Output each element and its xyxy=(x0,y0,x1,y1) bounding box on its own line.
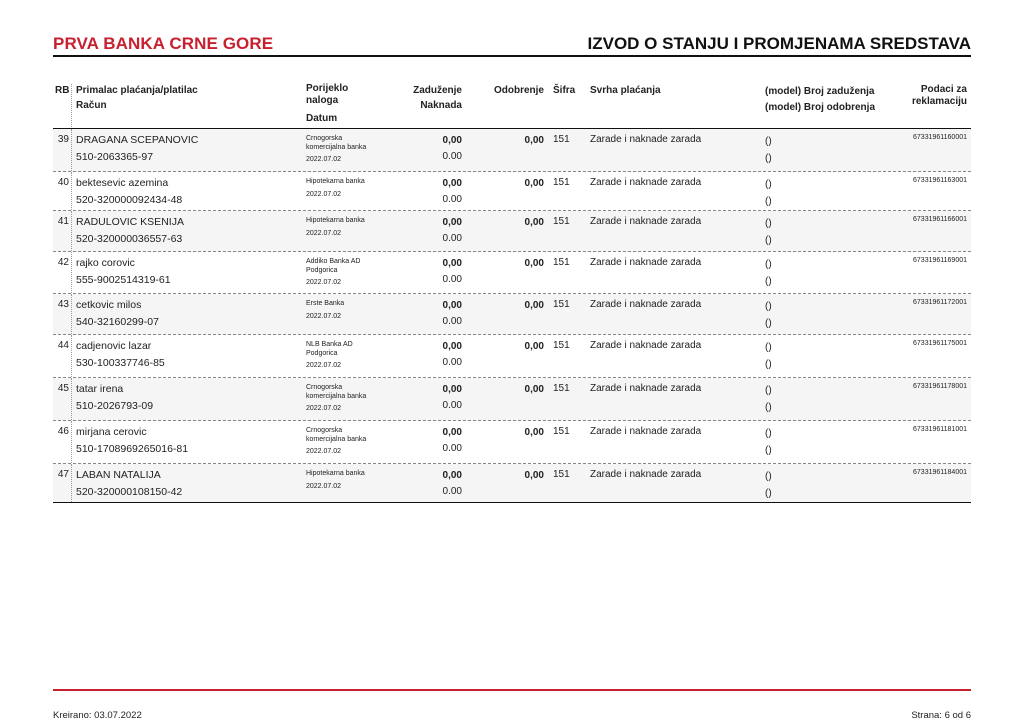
payee-name: cetkovic milos xyxy=(76,299,142,311)
debit-reference: () xyxy=(765,471,772,482)
debit-reference: () xyxy=(765,385,772,396)
row-number: 41 xyxy=(57,216,69,227)
fee-amount: 0.00 xyxy=(442,316,462,327)
col-racun: Račun xyxy=(76,100,107,111)
col-svrha: Svrha plaćanja xyxy=(590,85,661,96)
fee-amount: 0.00 xyxy=(442,443,462,454)
payment-purpose: Zarade i naknade zarada xyxy=(590,177,702,188)
column-divider xyxy=(71,84,72,129)
table-row xyxy=(53,378,971,421)
order-date: 2022.07.02 xyxy=(306,156,342,163)
complaint-reference: 67331961166001 xyxy=(913,216,967,223)
row-number: 47 xyxy=(57,469,69,480)
debit-amount: 0,00 xyxy=(442,384,462,395)
debit-amount: 0,00 xyxy=(442,341,462,352)
created-date: Kreirano: 03.07.2022 xyxy=(53,710,142,721)
fee-amount: 0.00 xyxy=(442,274,462,285)
payee-name: LABAN NATALIJA xyxy=(76,469,161,481)
payment-code: 151 xyxy=(553,340,570,351)
column-divider xyxy=(71,421,72,463)
payment-code: 151 xyxy=(553,134,570,145)
row-number: 45 xyxy=(57,383,69,394)
payment-purpose: Zarade i naknade zarada xyxy=(590,426,702,437)
account-number: 520-320000108150-42 xyxy=(76,486,183,498)
credit-reference: () xyxy=(765,445,772,456)
complaint-reference: 67331961160001 xyxy=(913,134,967,141)
row-number: 39 xyxy=(57,134,69,145)
order-date: 2022.07.02 xyxy=(306,191,342,198)
debit-reference: () xyxy=(765,218,772,229)
origin-bank xyxy=(306,383,396,401)
origin-bank xyxy=(306,257,396,275)
payment-code: 151 xyxy=(553,469,570,480)
credit-amount: 0,00 xyxy=(524,384,544,395)
table-row xyxy=(53,335,971,378)
complaint-reference: 67331961184001 xyxy=(913,469,967,476)
credit-reference: () xyxy=(765,318,772,329)
origin-bank xyxy=(306,469,396,478)
origin-bank-line: Erste Banka xyxy=(306,300,345,307)
payee-name: tatar irena xyxy=(76,383,124,395)
debit-amount: 0,00 xyxy=(442,135,462,146)
account-number: 520-320000036557-63 xyxy=(76,233,183,245)
page-number: Strana: 6 od 6 xyxy=(911,710,971,721)
fee-amount: 0.00 xyxy=(442,151,462,162)
debit-amount: 0,00 xyxy=(442,258,462,269)
origin-bank xyxy=(306,134,396,152)
payment-code: 151 xyxy=(553,216,570,227)
debit-reference: () xyxy=(765,428,772,439)
footer-rule xyxy=(53,689,971,691)
fee-amount: 0.00 xyxy=(442,357,462,368)
payment-purpose: Zarade i naknade zarada xyxy=(590,134,702,145)
account-number: 520-320000092434-48 xyxy=(76,194,183,206)
account-number: 510-1708969265016-81 xyxy=(76,443,189,455)
order-date: 2022.07.02 xyxy=(306,362,342,369)
statement-table xyxy=(53,82,971,503)
column-divider xyxy=(71,211,72,251)
payee-name: mirjana cerovic xyxy=(76,426,147,438)
origin-bank-line: komercijalna banka xyxy=(306,144,367,151)
payment-code: 151 xyxy=(553,299,570,310)
credit-reference: () xyxy=(765,153,772,164)
table-row xyxy=(53,252,971,294)
col-datum: Datum xyxy=(306,113,338,124)
order-date: 2022.07.02 xyxy=(306,405,342,412)
payment-code: 151 xyxy=(553,383,570,394)
column-divider xyxy=(71,294,72,334)
order-date: 2022.07.02 xyxy=(306,279,342,286)
credit-reference: () xyxy=(765,276,772,287)
fee-amount: 0.00 xyxy=(442,233,462,244)
debit-amount: 0,00 xyxy=(442,178,462,189)
payee-name: DRAGANA SCEPANOVIC xyxy=(76,134,199,146)
origin-bank xyxy=(306,340,396,358)
bank-name: PRVA BANKA CRNE GORE xyxy=(53,34,274,53)
origin-bank-line: Crnogorska xyxy=(306,427,343,434)
payment-purpose: Zarade i naknade zarada xyxy=(590,216,702,227)
col-model-odobrenja: (model) Broj odobrenja xyxy=(765,102,875,113)
debit-reference: () xyxy=(765,301,772,312)
column-divider xyxy=(71,464,72,502)
account-number: 510-2063365-97 xyxy=(76,151,154,163)
account-number: 510-2026793-09 xyxy=(76,400,154,412)
debit-reference: () xyxy=(765,259,772,270)
col-naknada: Naknada xyxy=(420,100,462,111)
table-row xyxy=(53,294,971,335)
origin-bank-line: NLB Banka AD xyxy=(306,341,353,348)
debit-amount: 0,00 xyxy=(442,217,462,228)
complaint-reference: 67331961181001 xyxy=(913,426,967,433)
table-row xyxy=(53,172,971,211)
origin-bank-line: Hipotekarna banka xyxy=(306,178,365,185)
credit-reference: () xyxy=(765,402,772,413)
table-row xyxy=(53,464,971,503)
table-row xyxy=(53,421,971,464)
origin-bank-line: Addiko Banka AD xyxy=(306,258,361,265)
col-reklamaciju: reklamaciju xyxy=(911,96,967,107)
col-primalac: Primalac plaćanja/platilac xyxy=(76,85,198,96)
payment-code: 151 xyxy=(553,177,570,188)
fee-amount: 0.00 xyxy=(442,194,462,205)
debit-amount: 0,00 xyxy=(442,470,462,481)
credit-amount: 0,00 xyxy=(524,258,544,269)
debit-amount: 0,00 xyxy=(442,300,462,311)
origin-bank xyxy=(306,299,396,308)
payment-purpose: Zarade i naknade zarada xyxy=(590,340,702,351)
debit-reference: () xyxy=(765,179,772,190)
payment-purpose: Zarade i naknade zarada xyxy=(590,299,702,310)
row-number: 43 xyxy=(57,299,69,310)
col-naloga: naloga xyxy=(306,95,339,106)
origin-bank-line: Crnogorska xyxy=(306,384,343,391)
origin-bank xyxy=(306,177,396,186)
debit-reference: () xyxy=(765,136,772,147)
credit-amount: 0,00 xyxy=(524,135,544,146)
row-number: 42 xyxy=(57,257,69,268)
col-rb: RB xyxy=(55,85,70,96)
origin-bank-line: Podgorica xyxy=(306,350,338,357)
payment-purpose: Zarade i naknade zarada xyxy=(590,469,702,480)
header-rule xyxy=(53,55,971,57)
payment-purpose: Zarade i naknade zarada xyxy=(590,383,702,394)
table-row xyxy=(53,129,971,172)
column-divider xyxy=(71,129,72,171)
column-divider xyxy=(71,172,72,210)
row-number: 40 xyxy=(57,177,69,188)
credit-reference: () xyxy=(765,196,772,207)
origin-bank-line: Hipotekarna banka xyxy=(306,217,365,224)
account-number: 540-32160299-07 xyxy=(76,316,159,328)
complaint-reference: 67331961163001 xyxy=(913,177,967,184)
payee-name: rajko corovic xyxy=(76,257,135,269)
payment-code: 151 xyxy=(553,426,570,437)
origin-bank-line: komercijalna banka xyxy=(306,393,367,400)
complaint-reference: 67331961172001 xyxy=(913,299,967,306)
origin-bank-line: Crnogorska xyxy=(306,135,343,142)
origin-bank-line: komercijalna banka xyxy=(306,436,367,443)
col-podaci-za: Podaci za xyxy=(920,84,967,95)
table-body xyxy=(53,129,971,503)
origin-bank xyxy=(306,216,396,225)
col-odobrenje: Odobrenje xyxy=(493,85,544,96)
debit-amount: 0,00 xyxy=(442,427,462,438)
credit-amount: 0,00 xyxy=(524,300,544,311)
account-number: 530-100337746-85 xyxy=(76,357,165,369)
fee-amount: 0.00 xyxy=(442,486,462,497)
account-number: 555-9002514319-61 xyxy=(76,274,171,286)
credit-reference: () xyxy=(765,488,772,499)
payee-name: cadjenovic lazar xyxy=(76,340,152,352)
order-date: 2022.07.02 xyxy=(306,230,342,237)
credit-amount: 0,00 xyxy=(524,427,544,438)
credit-reference: () xyxy=(765,235,772,246)
col-zaduzenje: Zaduženje xyxy=(413,85,462,96)
credit-amount: 0,00 xyxy=(524,217,544,228)
payment-code: 151 xyxy=(553,257,570,268)
credit-amount: 0,00 xyxy=(524,470,544,481)
col-sifra: Šifra xyxy=(553,85,576,96)
payee-name: bektesevic azemina xyxy=(76,177,169,189)
complaint-reference: 67331961178001 xyxy=(913,383,967,390)
table-row xyxy=(53,211,971,252)
payee-name: RADULOVIC KSENIJA xyxy=(76,216,184,228)
origin-bank xyxy=(306,426,396,444)
order-date: 2022.07.02 xyxy=(306,448,342,455)
payment-purpose: Zarade i naknade zarada xyxy=(590,257,702,268)
debit-reference: () xyxy=(765,342,772,353)
fee-amount: 0.00 xyxy=(442,400,462,411)
column-divider xyxy=(71,378,72,420)
table-header xyxy=(53,82,971,129)
order-date: 2022.07.02 xyxy=(306,313,342,320)
row-number: 46 xyxy=(57,426,69,437)
credit-amount: 0,00 xyxy=(524,178,544,189)
col-model-zaduzenja: (model) Broj zaduženja xyxy=(765,86,875,97)
origin-bank-line: Hipotekarna banka xyxy=(306,470,365,477)
col-porijeklo: Porijeklo xyxy=(306,83,349,94)
column-divider xyxy=(71,335,72,377)
credit-reference: () xyxy=(765,359,772,370)
order-date: 2022.07.02 xyxy=(306,483,342,490)
row-number: 44 xyxy=(57,340,69,351)
column-divider xyxy=(71,252,72,293)
credit-amount: 0,00 xyxy=(524,341,544,352)
complaint-reference: 67331961175001 xyxy=(913,340,967,347)
origin-bank-line: Podgorica xyxy=(306,267,338,274)
complaint-reference: 67331961169001 xyxy=(913,257,967,264)
document-title: IZVOD O STANJU I PROMJENAMA SREDSTAVA xyxy=(587,34,971,53)
